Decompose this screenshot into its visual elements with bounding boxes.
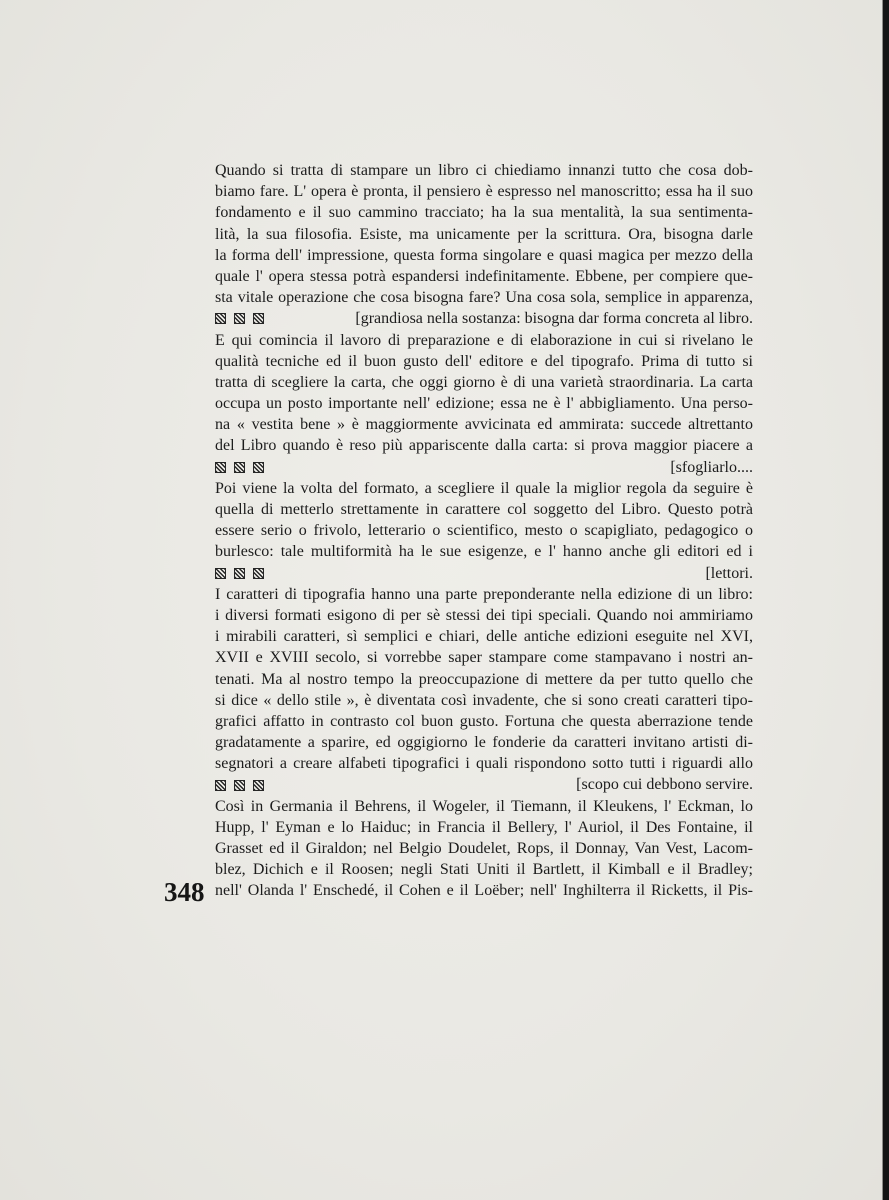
square-ornament-icon bbox=[234, 568, 245, 579]
text-line: Hupp, l' Eyman e lo Haiduc; in Francia il Bellery, l' Auriol, il Des Fontaine, il bbox=[215, 818, 753, 836]
text-line: essere serio o frivolo, letterario o scientifico, mesto o scapigliato, pedagogico o bbox=[215, 522, 753, 540]
text-line: i diversi formati esigono di per sè stessi dei tipi speciali. Quando noi ammiriamo bbox=[215, 606, 753, 624]
text-line: biamo fare. L' opera è pronta, il pensiero è espresso nel manoscritto; essa ha il suo bbox=[215, 183, 753, 201]
page-number: 348 bbox=[164, 877, 205, 907]
ornament-group bbox=[215, 568, 272, 579]
square-ornament-icon bbox=[253, 780, 264, 791]
ornament-line bbox=[215, 308, 753, 329]
text-line: gradatamente a sparire, ed oggigiorno le fonderie da caratteri invitano artisti di- bbox=[215, 734, 753, 752]
text-line: grafici affatto in contrasto col buon gusto. Fortuna che questa aberrazione tende bbox=[215, 712, 753, 730]
text-line: blez, Dichich e il Roosen; negli Stati Uniti il Bartlett, il Kimball e il Bradley; bbox=[215, 861, 753, 879]
ornament-line bbox=[215, 457, 753, 478]
text-line: lità, la sua filosofia. Esiste, ma unicamente per la scrittura. Ora, bisogna darle bbox=[215, 225, 753, 243]
ornament-line bbox=[215, 563, 753, 584]
text-line: tenati. Ma al nostro tempo la preoccupazione di mettere da per tutto quello che bbox=[215, 670, 753, 688]
text-line: Grasset ed il Giraldon; nel Belgio Doudelet, Rops, il Donnay, Van Vest, Lacom- bbox=[215, 840, 753, 857]
text-line: si dice « dello stile », è diventata così invadente, che si sono creati caratteri tipo- bbox=[215, 691, 753, 709]
text-line: del Libro quando è reso più appariscente dalla carta: si prova maggior piacere a bbox=[215, 437, 753, 455]
square-ornament-icon bbox=[234, 780, 245, 791]
text-line: I caratteri di tipografia hanno una parte preponderante nella edizione di un libro: bbox=[215, 585, 753, 603]
text-line: nell' Olanda l' Enschedé, il Cohen e il Loëber; nell' Inghilterra il Ricketts, il Pis- bbox=[215, 882, 753, 900]
text-line: occupa un posto importante nell' edizione; essa ne è l' abbigliamento. Una perso- bbox=[215, 395, 753, 413]
square-ornament-icon bbox=[215, 780, 226, 791]
text-line: i mirabili caratteri, sì semplici e chiari, delle antiche edizioni eseguite nel XVI, bbox=[215, 628, 753, 646]
continuation-text: [sfogliarlo.... bbox=[670, 458, 753, 476]
square-ornament-icon bbox=[215, 568, 226, 579]
body-text bbox=[215, 160, 753, 902]
continuation-text: [grandiosa nella sostanza: bisogna dar forma concreta al libro. bbox=[355, 310, 753, 328]
square-ornament-icon bbox=[234, 462, 245, 473]
text-line: quale l' opera stessa potrà espandersi indefinitamente. Ebbene, per compiere que- bbox=[215, 267, 753, 285]
text-line: burlesco: tale multiformità ha le sue esigenze, e l' hanno anche gli editori ed i bbox=[215, 543, 753, 561]
text-line: tratta di scegliere la carta, che oggi giorno è di una varietà straordinaria. La carta bbox=[215, 373, 753, 391]
square-ornament-icon bbox=[253, 568, 264, 579]
ornament-group bbox=[215, 313, 272, 324]
square-ornament-icon bbox=[215, 462, 226, 473]
text-line: Così in Germania il Behrens, il Wogeler, il Tiemann, il Kleukens, l' Eckman, lo bbox=[215, 797, 753, 815]
continuation-text: [scopo cui debbono servire. bbox=[576, 776, 753, 794]
text-line: qualità tecniche ed il buon gusto dell' editore e del tipografo. Prima di tutto si bbox=[215, 352, 753, 370]
square-ornament-icon bbox=[234, 313, 245, 324]
continuation-text: [lettori. bbox=[705, 564, 753, 582]
text-line: na « vestita bene » è maggiormente avvicinata ed ammirata: succede altrettanto bbox=[215, 416, 753, 434]
text-line: quella di metterlo strettamente in carattere col soggetto del Libro. Questo potrà bbox=[215, 501, 753, 518]
text-line: sta vitale operazione che cosa bisogna fare? Una cosa sola, semplice in apparenza, bbox=[215, 289, 753, 307]
text-line: segnatori a creare alfabeti tipografici i quali rispondono sotto tutti i riguardi allo bbox=[215, 755, 753, 773]
text-line: Poi viene la volta del formato, a scegliere il quale la miglior regola da seguire è bbox=[215, 479, 753, 497]
text-line: E qui comincia il lavoro di preparazione e di elaborazione in cui si rivelano le bbox=[215, 331, 753, 349]
ornament-line bbox=[215, 774, 753, 795]
square-ornament-icon bbox=[253, 462, 264, 473]
text-line: XVII e XVIII secolo, si vorrebbe saper stampare come stampavano i nostri an- bbox=[215, 649, 753, 667]
text-line: Quando si tratta di stampare un libro ci chiediamo innanzi tutto che cosa dob- bbox=[215, 162, 753, 179]
ornament-group bbox=[215, 780, 272, 791]
scan-edge bbox=[882, 0, 889, 1200]
ornament-group bbox=[215, 462, 272, 473]
square-ornament-icon bbox=[253, 313, 264, 324]
square-ornament-icon bbox=[215, 313, 226, 324]
text-line: la forma dell' impressione, questa forma singolare e quasi magica per mezzo della bbox=[215, 246, 753, 264]
text-line: fondamento e il suo cammino tracciato; ha la sua mentalità, la sua sentimenta- bbox=[215, 204, 753, 222]
